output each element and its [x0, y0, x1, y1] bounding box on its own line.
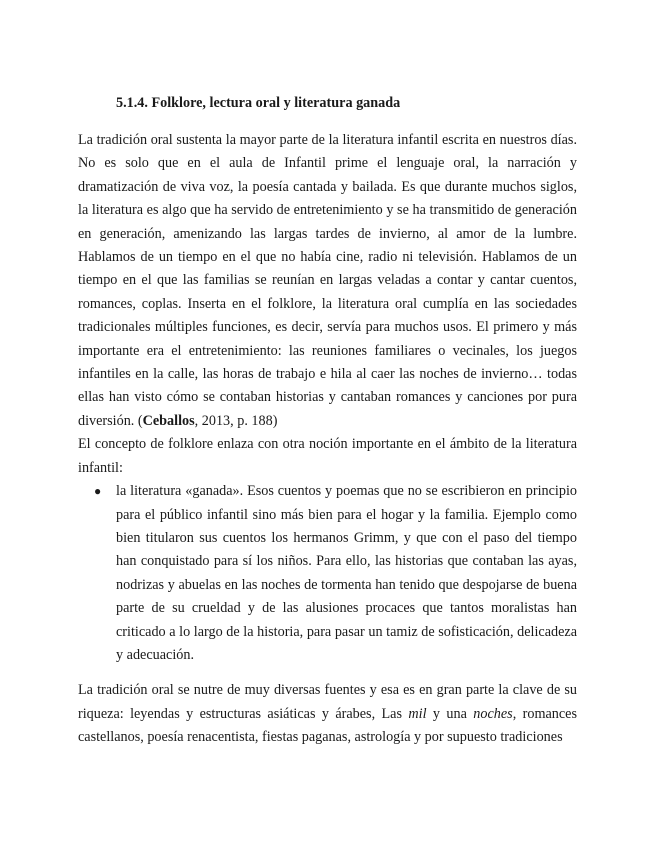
- list-item-text: la literatura «ganada». Esos cuentos y poemas que no se escribieron en principio para el público infantil sino más bien para el hogar y la familia. Ejemplo como bien titularon sus cuentos los hermanos Grimm, y que con el paso del tiempo han conquistado para sí los niños. Para ello, las historias que contaban las ayas, nodrizas y abuelas en las noches de tormenta han tenido que despojarse de buena parte de su crueldad y de las alusiones procaces que tantos moralistas han criticado a lo largo de la historia, para pasar un tamiz de sofisticación, delicadeza y adecuación.: [116, 483, 577, 663]
- bullet-list: [78, 480, 577, 667]
- italic-title-word: noches: [473, 705, 513, 722]
- section-heading: 5.1.4. Folklore, lectura oral y literatura ganada: [116, 95, 401, 111]
- paragraph-text: , romances castellanos, poesía renacentista, fiestas paganas, astrología y por supuesto tradiciones: [78, 705, 577, 746]
- paragraph-text: La tradición oral se nutre de muy diversas fuentes y esa es en gran parte la clave de su riqueza: leyendas y estructuras asiáticas y árabes, Las: [78, 682, 577, 722]
- paragraph-sources: [78, 679, 577, 749]
- list-item: [94, 480, 577, 667]
- bullet-icon: ●: [94, 484, 102, 499]
- paragraph-text: La tradición oral sustenta la mayor parte de la literatura infantil escrita en nuestros días. No es solo que en el aula de Infantil prime el lenguaje oral, la narración y dramatización de viva voz, la poesía cantada y bailada. Es que durante muchos siglos, la literatura es algo que ha servido de entretenimiento y se ha transmitido de generación en generación, amenizando las largas tardes de invierno, al amor de la lumbre. Hablamos de un tiempo en el que no había cine, radio ni televisión. Hablamos de un tiempo en el que las familias se reunían en largas veladas a contar y cantar cuentos, romances, coplas. Inserta en el folklore, la literatura oral cumplía en las sociedades tradicionales múltiples funciones, es decir, servía para muchos usos. El primero y más importante era el entretenimiento: las reuniones familiares o vecinales, los juegos infantiles en la calle, las horas de trabajo e hila al caer las noches de invierno… todas ellas han visto cómo se contaban historias y cantaban romances y canciones por pura diversión. (: [78, 132, 577, 429]
- paragraph-text: y una: [426, 705, 474, 722]
- paragraph-folklore-concept: El concepto de folklore enlaza con otra noción importante en el ámbito de la literatura infantil:: [78, 436, 577, 476]
- paragraph-oral-tradition: [78, 129, 577, 433]
- citation-details: , 2013, p. 188): [194, 412, 278, 429]
- citation-author: Ceballos: [142, 412, 195, 429]
- italic-title-word: mil: [408, 705, 427, 722]
